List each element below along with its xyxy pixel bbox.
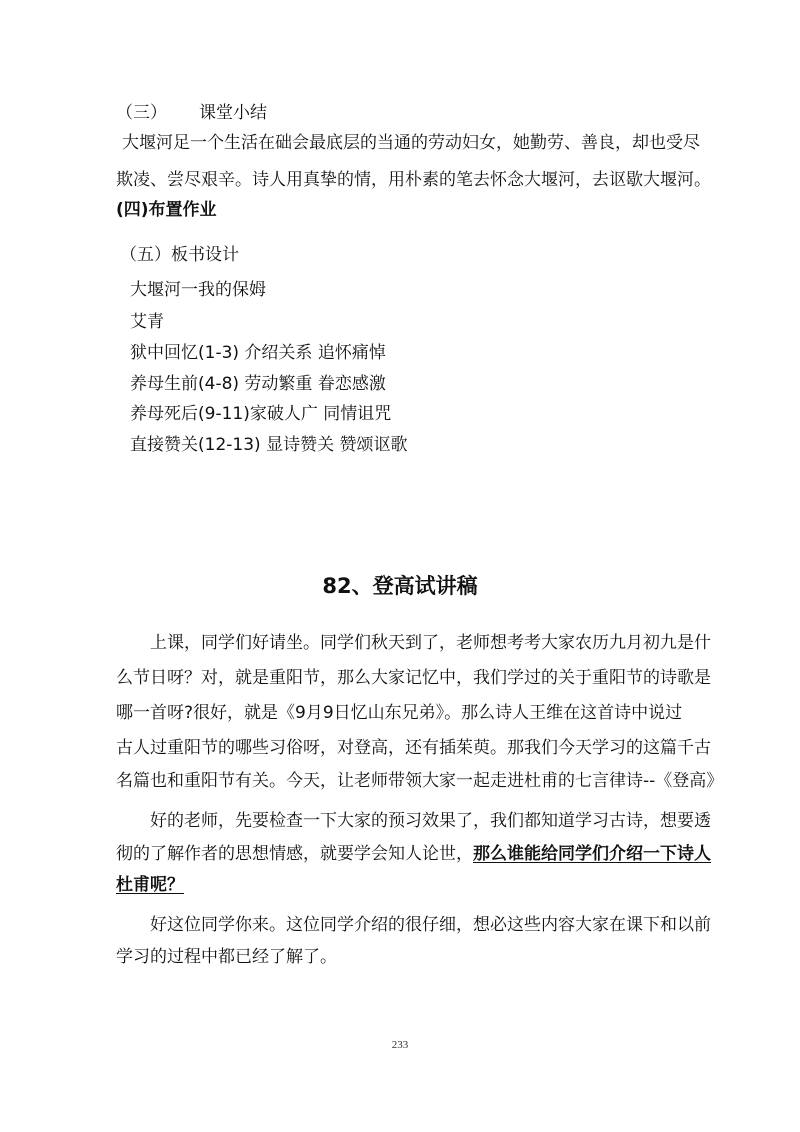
board-line-6: 直接赞关(12-13) 显诗赞关 赞颂讴歌 bbox=[130, 435, 408, 455]
article-p2-line-1: 好的老师，先要检查一下大家的预习效果了，我们都知道学习古诗，想要透 bbox=[150, 811, 711, 831]
article-p1-line-4: 古人过重阳节的哪些习俗呀，对登高，还有插茱萸。那我们今天学习的这篇千古 bbox=[116, 738, 711, 758]
article-p1-line-3: 哪一首呀?很好，就是《9月9日忆山东兄弟》。那么诗人王维在这首诗中说过 bbox=[116, 703, 683, 723]
article-p3-line-2: 学习的过程中都已经了解了。 bbox=[116, 947, 337, 967]
board-heading: （五）板书设计 bbox=[120, 245, 239, 265]
board-line-5: 养母死后(9-11)家破人广 同情诅咒 bbox=[130, 404, 392, 424]
page-number: 233 bbox=[391, 1039, 409, 1051]
article-p3-line-1: 好这位同学你来。这位同学介绍的很仔细，想必这些内容大家在课下和以前 bbox=[150, 915, 711, 935]
board-line-1: 大堰河一我的保姆 bbox=[130, 280, 266, 300]
homework-heading: (四)布置作业 bbox=[116, 200, 217, 220]
board-line-3: 狱中回忆(1-3) 介绍关系 追怀痛悼 bbox=[130, 343, 386, 363]
article-title: 82、登高试讲稿 bbox=[322, 574, 478, 598]
summary-line-2: 欺凌、尝尽艰辛。诗人用真挚的情，用朴素的笔去怀念大堰河，去讴歇大堰河。 bbox=[116, 170, 711, 190]
article-p1-line-2: 么节日呀？对，就是重阳节，那么大家记忆中，我们学过的关于重阳节的诗歌是 bbox=[116, 668, 711, 688]
summary-heading bbox=[116, 102, 267, 124]
article-p2-line-2-plain: 彻的了解作者的思想情感，就要学会知人论世， bbox=[116, 844, 473, 864]
article-p2-line-2-emphasis: 那么谁能给同学们介绍一下诗人 bbox=[473, 844, 711, 864]
article-p1-line-1: 上课，同学们好请坐。同学们秋天到了，老师想考考大家农历九月初九是什 bbox=[150, 633, 711, 653]
summary-line-1: 大堰河足一个生活在础会最底层的当通的劳动妇女，她勤劳、善良，却也受尽 bbox=[122, 133, 700, 153]
summary-heading-number: （三） bbox=[116, 103, 167, 123]
board-line-4: 养母生前(4-8) 劳动繁重 眷恋感激 bbox=[130, 374, 386, 394]
article-p1-line-5: 名篇也和重阳节有关。今天，让老师带领大家一起走进杜甫的七言律诗--《登高》 bbox=[116, 771, 724, 791]
summary-heading-text: 课堂小结 bbox=[199, 103, 267, 123]
article-p2-line-2 bbox=[116, 843, 711, 865]
board-line-2: 艾青 bbox=[130, 312, 164, 332]
article-p2-line-3-emphasis: 杜甫呢？ bbox=[116, 875, 184, 895]
